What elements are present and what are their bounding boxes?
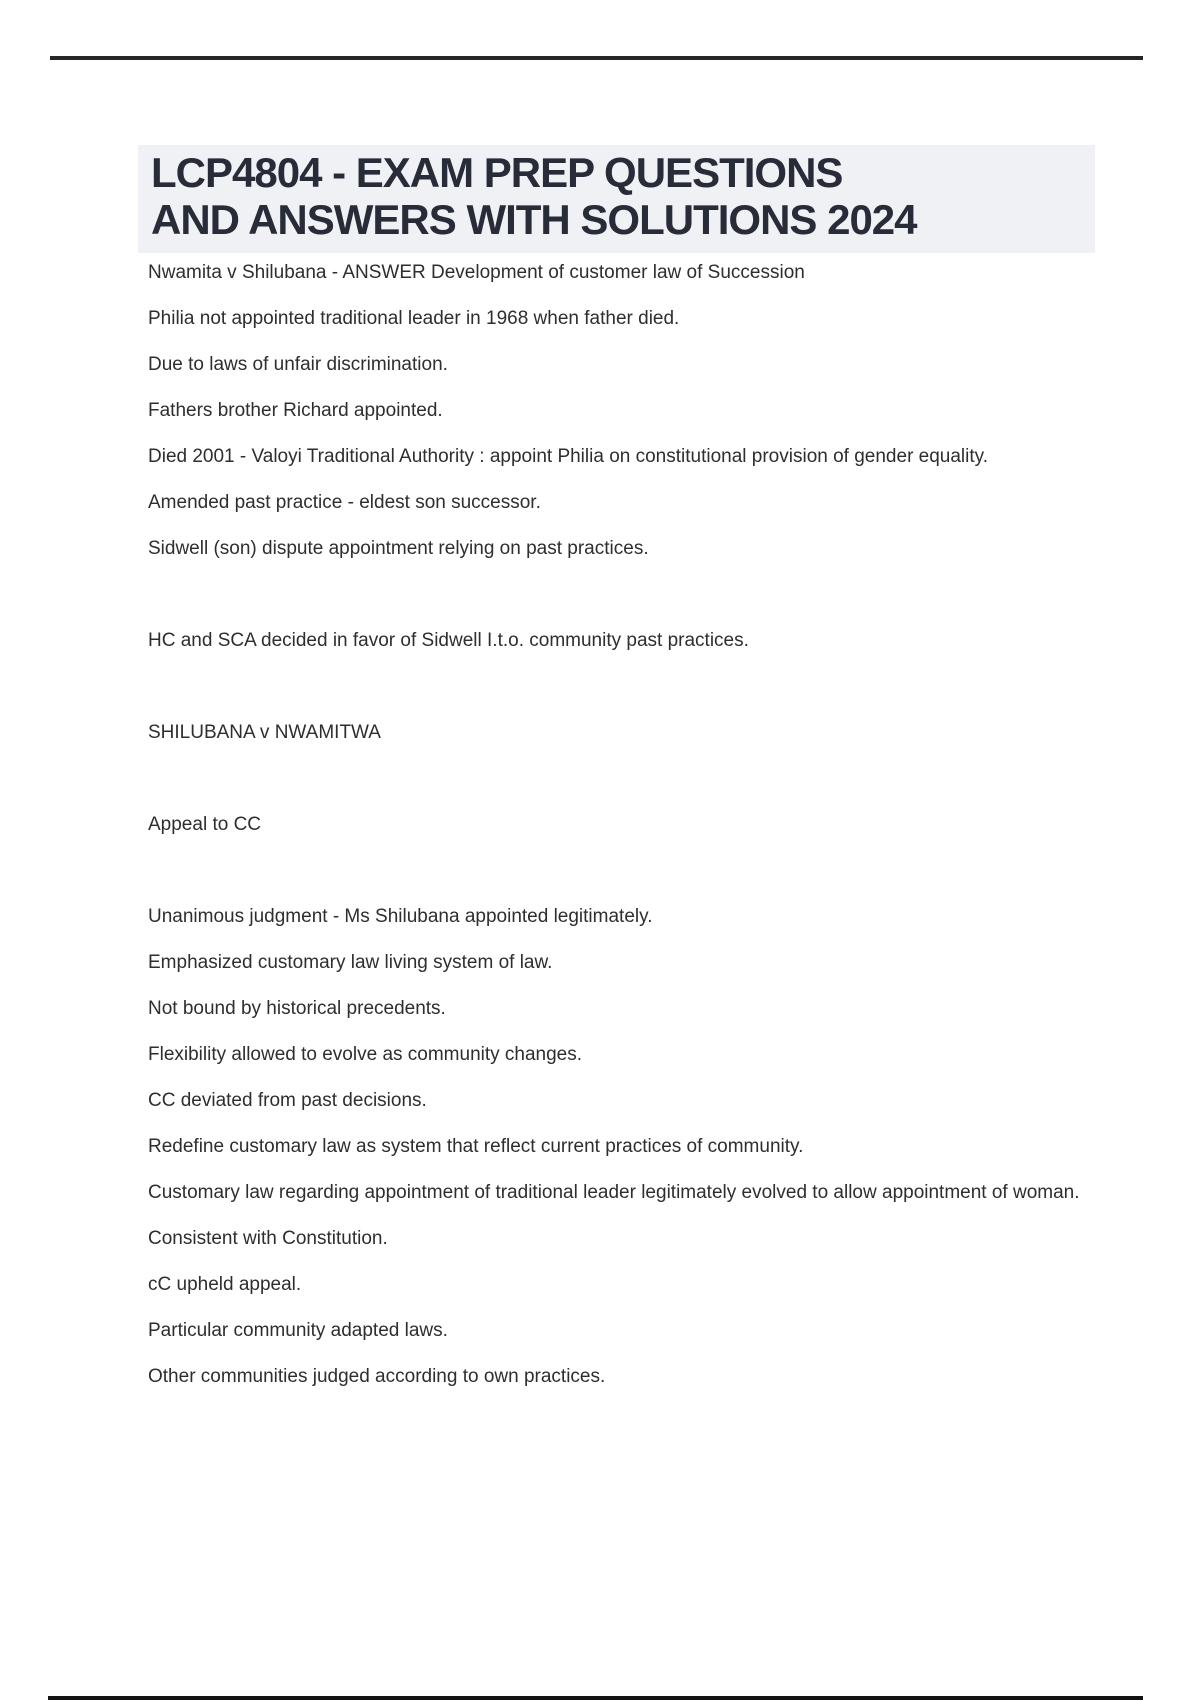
paragraph: Not bound by historical precedents. <box>148 998 446 1019</box>
paragraph: Unanimous judgment - Ms Shilubana appointed legitimately. <box>148 906 653 927</box>
paragraph: Amended past practice - eldest son successor. <box>148 492 541 513</box>
paragraph: Due to laws of unfair discrimination. <box>148 354 448 375</box>
paragraph: Particular community adapted laws. <box>148 1320 448 1341</box>
paragraph-spacer <box>148 765 1095 792</box>
paragraph: SHILUBANA v NWAMITWA <box>148 722 381 743</box>
paragraph: Appeal to CC <box>148 814 262 835</box>
paragraph: CC deviated from past decisions. <box>148 1090 427 1111</box>
paragraph: Other communities judged according to own practices. <box>148 1366 606 1387</box>
document-body <box>148 259 1095 1390</box>
header-rule <box>50 56 1143 60</box>
document-title-line-1: LCP4804 - EXAM PREP QUESTIONS <box>151 149 843 196</box>
paragraph: Died 2001 - Valoyi Traditional Authority : appoint Philia on constitutional provision of gender equality. <box>148 446 989 467</box>
paragraph: Emphasized customary law living system of law. <box>148 952 553 973</box>
document-page <box>138 145 1095 1409</box>
paragraph: Customary law regarding appointment of traditional leader legitimately evolved to allow appointment of woman. <box>148 1182 1080 1203</box>
document-title <box>138 145 1095 253</box>
footer-rule <box>48 1696 1143 1700</box>
document-title-line-2: AND ANSWERS WITH SOLUTIONS 2024 <box>151 196 917 243</box>
paragraph: Consistent with Constitution. <box>148 1228 388 1249</box>
paragraph: HC and SCA decided in favor of Sidwell I.t.o. community past practices. <box>148 630 749 651</box>
paragraph-spacer <box>148 581 1095 608</box>
paragraph: Fathers brother Richard appointed. <box>148 400 443 421</box>
paragraph: Philia not appointed traditional leader in 1968 when father died. <box>148 308 680 329</box>
paragraph-spacer <box>148 673 1095 700</box>
paragraph: Nwamita v Shilubana - ANSWER Development of customer law of Succession <box>148 262 805 283</box>
paragraph-spacer <box>148 857 1095 884</box>
paragraph: Sidwell (son) dispute appointment relying on past practices. <box>148 538 649 559</box>
paragraph: Redefine customary law as system that reflect current practices of community. <box>148 1136 804 1157</box>
paragraph: cC upheld appeal. <box>148 1274 302 1295</box>
paragraph: Flexibility allowed to evolve as community changes. <box>148 1044 583 1065</box>
